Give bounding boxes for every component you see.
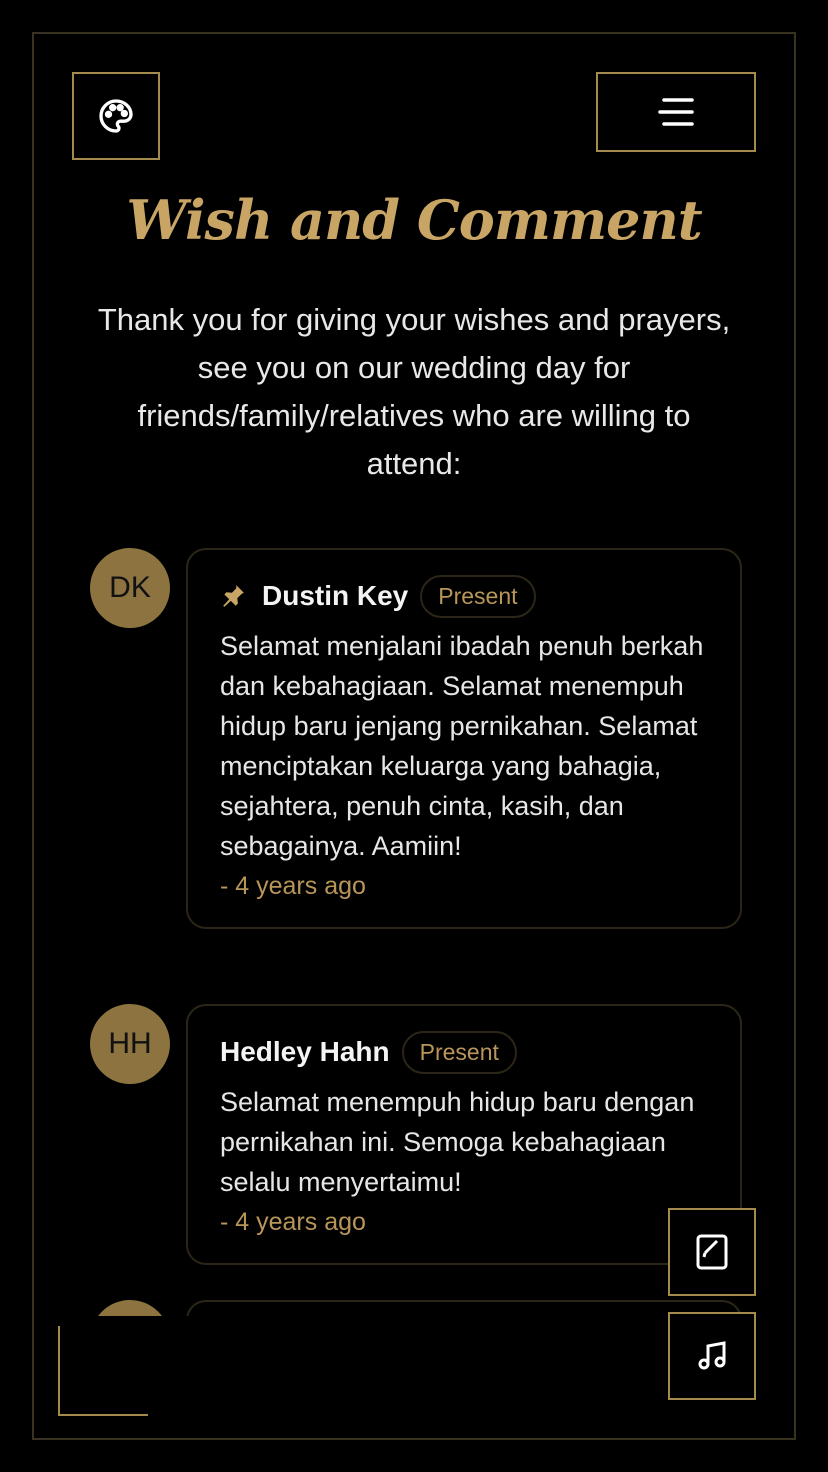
page-frame xyxy=(32,32,796,1440)
section-title: Wish and Comment xyxy=(126,188,702,252)
edit-note-icon xyxy=(695,1233,729,1271)
corner-ornament xyxy=(58,1326,148,1416)
avatar: DK xyxy=(90,548,170,628)
commenter-name: Dustin Key xyxy=(262,580,409,611)
comment-header xyxy=(220,1028,710,1076)
comment-time: - 4 years ago xyxy=(220,1208,366,1236)
theme-button[interactable] xyxy=(72,72,160,160)
music-note-icon xyxy=(697,1341,727,1371)
attendance-badge: Present xyxy=(420,575,535,618)
avatar: HH xyxy=(90,1004,170,1084)
comment-card xyxy=(186,1004,742,1265)
music-toggle-button[interactable] xyxy=(668,1312,756,1400)
commenter-name: Hedley Hahn xyxy=(220,1036,390,1067)
attendance-badge: Present xyxy=(402,1031,517,1074)
section-intro: Thank you for giving your wishes and prayers, see you on our wedding day for friends/family/relatives who are willing to attend: xyxy=(97,302,731,481)
comment-message: Selamat menjalani ibadah penuh berkah dan kebahagiaan. Selamat menempuh hidup baru jenjang pernikahan. Selamat menciptakan keluarga yang bahagia, sejahtera, penuh cinta, kasih, dan sebagainya. Aamiin! xyxy=(220,631,704,861)
menu-icon xyxy=(658,97,694,127)
write-comment-button[interactable] xyxy=(668,1208,756,1296)
comment-message: Selamat menempuh hidup baru dengan pernikahan ini. Semoga kebahagiaan selalu menyertaimu! xyxy=(220,1087,695,1197)
pin-icon xyxy=(220,583,246,609)
comment-header xyxy=(220,572,710,620)
palette-icon xyxy=(96,96,136,136)
comment-time: - 4 years ago xyxy=(220,872,366,900)
comment-card xyxy=(186,548,742,929)
menu-button[interactable] xyxy=(596,72,756,152)
